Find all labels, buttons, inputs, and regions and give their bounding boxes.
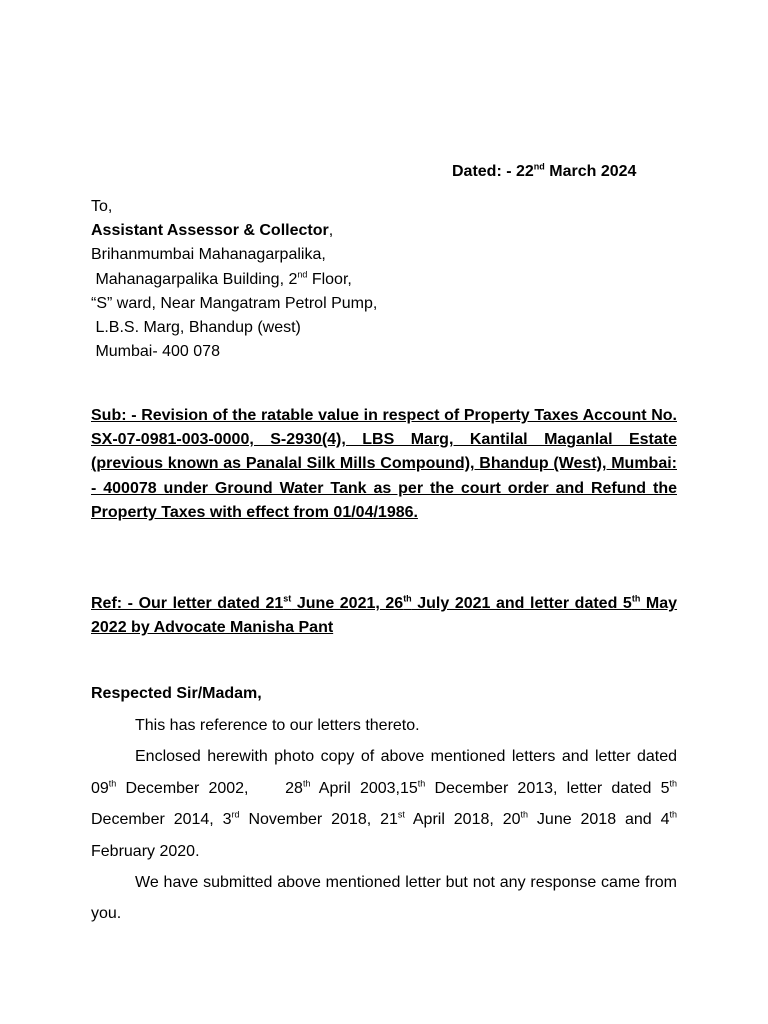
p2-text-8: June 2018 and 4 [528, 811, 670, 829]
date-day: 22 [516, 163, 534, 180]
address-line-5: Mumbai- 400 078 [91, 343, 220, 361]
p2-text-3: April 2003,15 [310, 779, 418, 797]
date-separator: : - [496, 163, 516, 180]
p2-sup-1: th [108, 778, 117, 789]
address-to: To, [91, 198, 113, 215]
recipient-address [91, 195, 377, 364]
address-line-4: L.B.S. Marg, Bhandup (west) [91, 319, 301, 337]
address-designation-comma: , [328, 222, 334, 240]
ref-sup-1: st [283, 593, 292, 604]
p2-text-5: December 2014, 3 [91, 811, 232, 829]
address-line-3: “S” ward, Near Mangatram Petrol Pump, [91, 294, 378, 312]
p2-text-9: February 2020. [91, 842, 200, 860]
ref-text-2: June 2021, 26 [291, 595, 404, 612]
p2-text-2: December 2002, 28 [116, 779, 303, 797]
ref-text-4: May 2022 by Advocate Manisha Pant [91, 595, 678, 636]
address-designation: Assistant Assessor & Collector [91, 222, 329, 240]
date-day-suffix: nd [533, 161, 545, 172]
ref-text-3: July 2021 and letter dated 5 [411, 595, 632, 612]
address-line-1: Brihanmumbai Mahanagarpalika, [91, 246, 326, 264]
p2-sup-8: th [669, 809, 677, 820]
p2-text-6: November 2018, 21 [239, 811, 398, 829]
ref-sup-2: th [403, 593, 412, 604]
p2-sup-2: th [302, 778, 311, 789]
address-line-2-text: Mahanagarpalika Building, 2 [91, 270, 298, 288]
p2-sup-7: th [520, 809, 529, 820]
ref-sup-3: th [631, 593, 641, 604]
address-designation-line [91, 219, 377, 243]
p2-sup-5: rd [231, 809, 240, 820]
p2-text-1: Enclosed herewith photo copy of above mentioned letters and letter dated 09 [91, 748, 677, 797]
letter-body [91, 710, 677, 930]
body-paragraph-3: We have submitted above mentioned letter but not any response came from you. [91, 874, 677, 923]
p2-text-7: April 2018, 20 [404, 811, 521, 829]
subject-line: Sub: - Revision of the ratable value in respect of Property Taxes Account No. SX-07-0981-003-0000, S-2930(4), LBS Marg, Kantilal Maganlal Estate (previous known as Panalal Silk Mills Compound), Bhandup (West), Mumbai: - 400078 under Ground Water Tank as per the court order and Refund the Property Taxes with effect from 01/04/1986. [91, 407, 677, 521]
p2-sup-6: st [397, 809, 405, 820]
ref-text-1: Ref: - Our letter dated 21 [91, 595, 284, 612]
address-line-2 [91, 268, 377, 292]
p2-sup-4: th [669, 778, 678, 789]
salutation: Respected Sir/Madam, [91, 685, 262, 702]
body-paragraph-1: This has reference to our letters thereto. [135, 717, 420, 734]
date-label: Dated [452, 163, 497, 180]
address-line-2-sup: nd [297, 269, 308, 280]
p2-sup-3: th [417, 778, 426, 789]
letter-date [452, 162, 636, 182]
reference-line [91, 592, 677, 640]
body-paragraph-2 [91, 741, 677, 867]
address-line-2-rest: Floor, [307, 270, 352, 288]
date-month-year: March 2024 [544, 163, 637, 180]
p2-text-4: December 2013, letter dated 5 [425, 779, 670, 797]
